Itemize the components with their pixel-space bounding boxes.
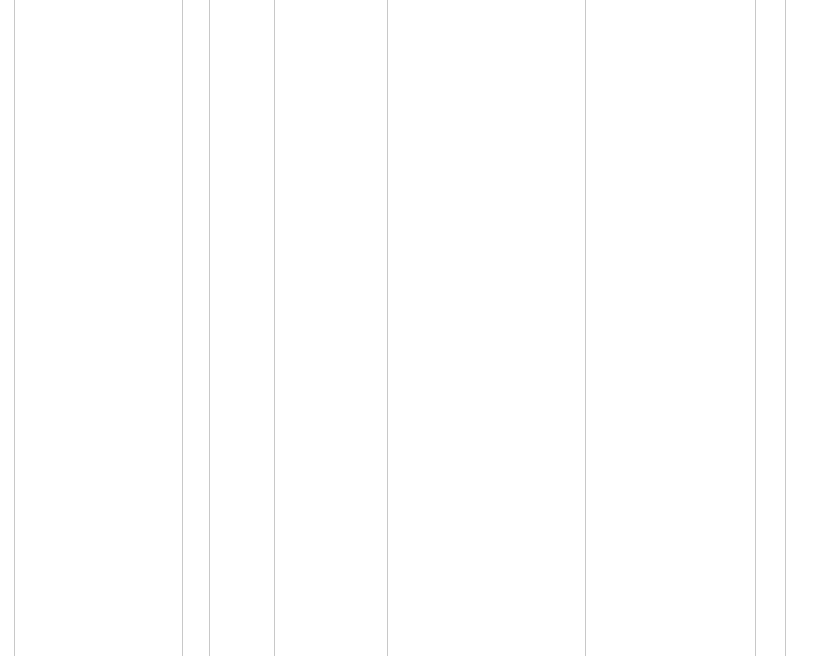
gridline [387,0,388,656]
gridline [209,0,210,656]
gridline [785,0,786,656]
gridline [755,0,756,656]
gridline [182,0,183,656]
gridline [274,0,275,656]
gridline [14,0,15,656]
gridline [585,0,586,656]
